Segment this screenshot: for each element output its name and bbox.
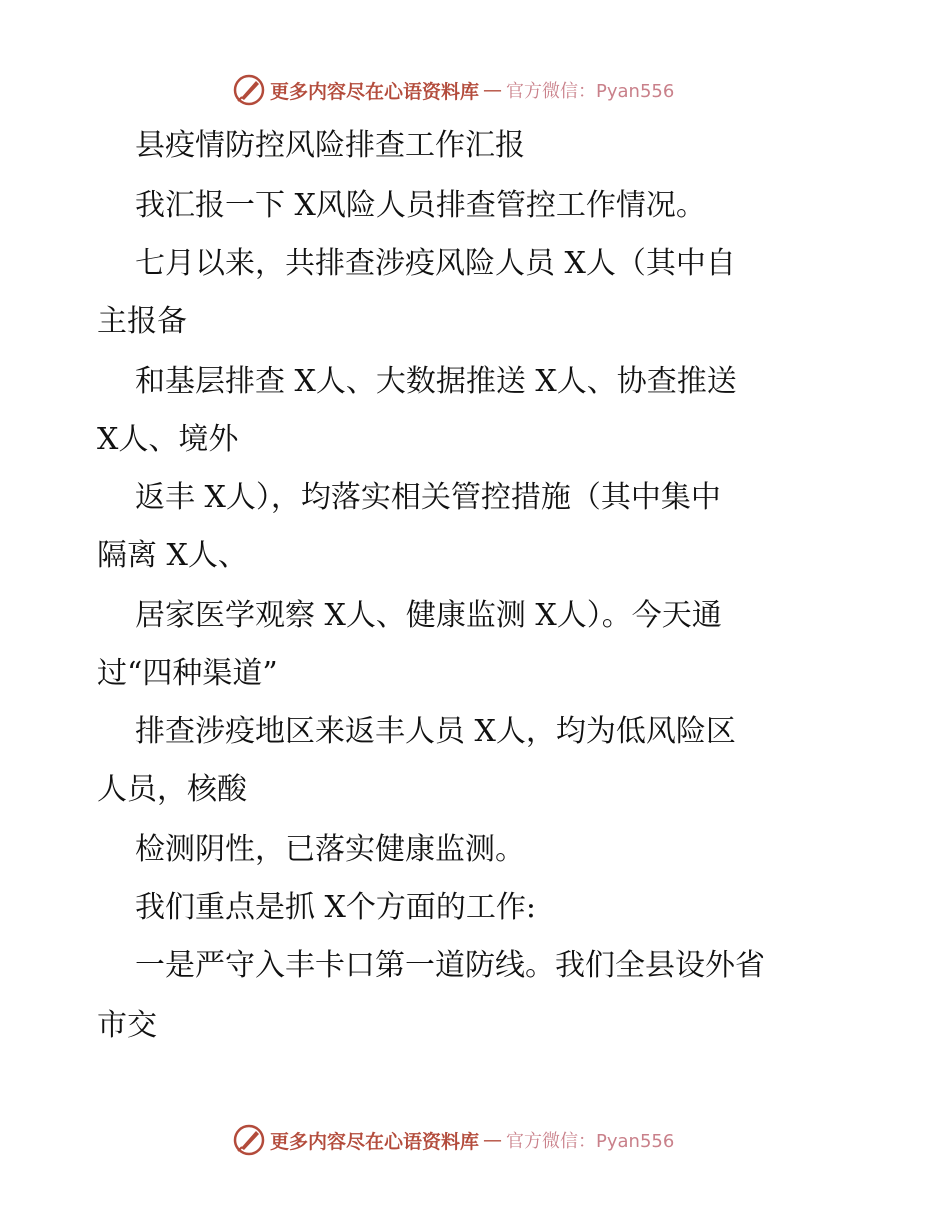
paragraph-line: 主报备 [97, 304, 187, 339]
paragraph-line: 检测阴性，已落实健康监测。 [135, 832, 525, 867]
paragraph-line: 七月以来，共排查涉疫风险人员 X人（其中自 [135, 246, 736, 281]
paragraph-line: 居家医学观察 X人、健康监测 X人）。今天通 [135, 598, 722, 633]
footer-watermark [232, 1122, 712, 1158]
paragraph-line: 返丰 X人），均落实相关管控措施（其中集中 [135, 480, 721, 515]
header-watermark [232, 72, 712, 108]
paragraph-line: 一是严守入丰卡口第一道防线。我们全县设外省 [135, 948, 765, 983]
paragraph-line: 和基层排查 X人、大数据推送 X人、协查推送 [135, 364, 737, 399]
paragraph-line: 过“四种渠道” [97, 656, 278, 691]
paragraph-line: 市交 [97, 1008, 157, 1043]
paragraph-line: 隔离 X人、 [97, 538, 248, 573]
watermark-text: 更多内容尽在心语资料库 [270, 1130, 480, 1153]
watermark-wechat: 官方微信：Pyan556 [506, 1131, 675, 1152]
paragraph-line: X人、境外 [97, 422, 239, 457]
watermark-dash: — [483, 79, 503, 101]
document-title: 县疫情防控风险排查工作汇报 [135, 128, 525, 163]
quill-logo-icon [232, 73, 266, 107]
paragraph-line: 人员，核酸 [97, 772, 247, 807]
paragraph-line: 排查涉疫地区来返丰人员 X人，均为低风险区 [135, 714, 736, 749]
watermark-text: 更多内容尽在心语资料库 [270, 80, 480, 103]
watermark-dash: — [483, 1129, 503, 1151]
watermark-wechat: 官方微信：Pyan556 [506, 81, 675, 102]
paragraph-line: 我们重点是抓 X个方面的工作: [135, 890, 537, 925]
quill-logo-icon [232, 1123, 266, 1157]
paragraph-line: 我汇报一下 X风险人员排查管控工作情况。 [135, 188, 706, 223]
